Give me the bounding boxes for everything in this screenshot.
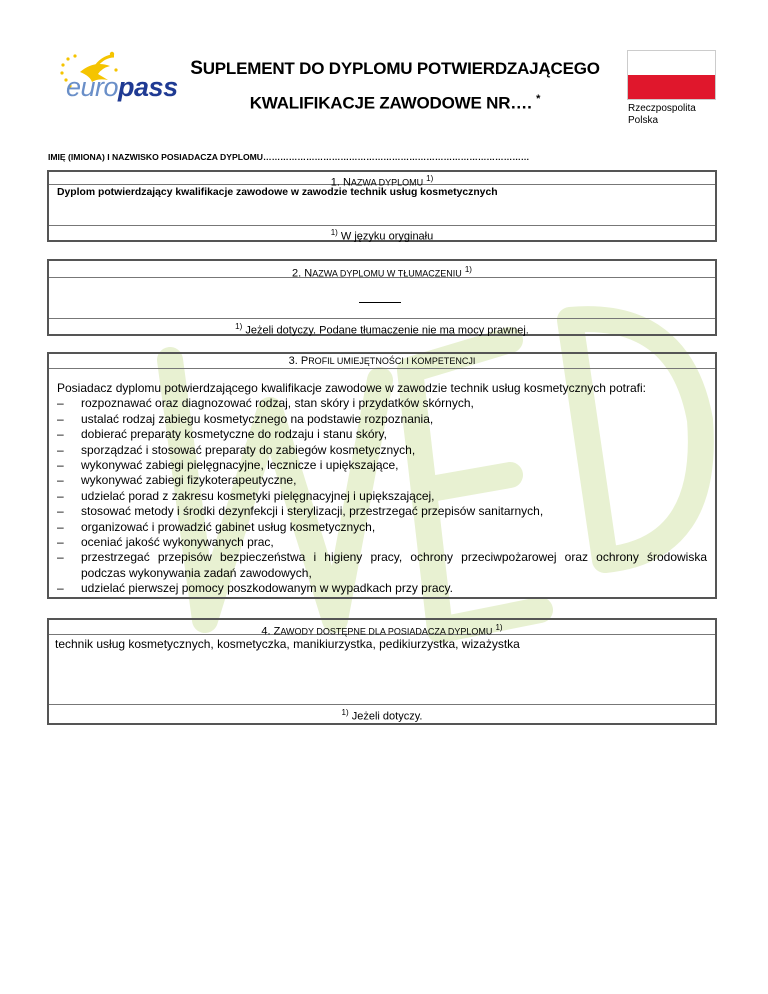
list-item: – stosować metody i środki dezynfekcji i sterylizacji, przestrzegać przepisów sanitarnych, bbox=[57, 504, 707, 519]
section4-footnote: $^{1)}$ Jeżeli dotyczy. bbox=[341, 708, 423, 723]
document-title bbox=[180, 54, 610, 119]
title-initial: S bbox=[190, 58, 203, 79]
list-item: – wykonywać zabiegi fizykoterapeutyczne, bbox=[57, 473, 707, 488]
skills-content bbox=[49, 369, 715, 597]
list-item: – organizować i prowadzić gabinet usług kosmetycznych, bbox=[57, 520, 707, 535]
flag-caption: Rzeczpospolita Polska bbox=[628, 103, 696, 126]
list-item: – dobierać preparaty kosmetyczne do rodzaju i stanu skóry, bbox=[57, 427, 707, 442]
list-item: – rozpoznawać oraz diagnozować rodzaj, stan skóry i przydatków skórnych, bbox=[57, 396, 707, 411]
section1-heading: 1. NAZWA DYPLOMU $^{1)}$ bbox=[49, 172, 715, 185]
section4-heading: 4. ZAWODY DOSTĘPNE DLA POSIADACZA DYPLOMU $^{1)}$ bbox=[49, 620, 715, 635]
list-item: – ustalać rodzaj zabiegu kosmetycznego na podstawie rozpoznania, bbox=[57, 412, 707, 427]
diploma-name-value: Dyplom potwierdzający kwalifikacje zawodowe w zawodzie technik usług kosmetycznych bbox=[49, 185, 715, 226]
list-item: – oceniać jakość wykonywanych prac, bbox=[57, 535, 707, 550]
list-item: – sporządzać i stosować preparaty do zabiegów kosmetycznych, bbox=[57, 443, 707, 458]
occupations-value: technik usług kosmetycznych, kosmetyczka, manikiurzystka, pedikiurzystka, wizażystka bbox=[49, 635, 715, 705]
holder-name-label: IMIĘ (IMIONA) I NAZWISKO POSIADACZA DYPLOMU………………………………………………………………………………… bbox=[48, 152, 530, 162]
list-item: – wykonywać zabiegi pielęgnacyjne, lecznicze i upiększające, bbox=[57, 458, 707, 473]
section-diploma-translation bbox=[47, 259, 717, 336]
skills-intro: Posiadacz dyplomu potwierdzającego kwalifikacje zawodowe w zawodzie technik usług kosmetycznych potrafi: bbox=[57, 381, 646, 395]
title-line1: UPLEMENT DO DYPLOMU POTWIERDZAJĄCEGO bbox=[202, 59, 600, 78]
list-item: – przestrzegać przepisów bezpieczeństwa i higieny pracy, ochrony przeciwpożarowej oraz ochrony środowiska podczas wykonywania zadań zawodowych, bbox=[57, 550, 707, 581]
section-diploma-name bbox=[47, 170, 717, 242]
title-line2: KWALIFIKACJE ZAWODOWE NR…. bbox=[249, 93, 532, 113]
empty-dash bbox=[359, 302, 401, 303]
section-skills-profile bbox=[47, 352, 717, 599]
section3-heading: 3. PROFIL UMIEJĘTNOŚCI I KOMPETENCJI bbox=[49, 354, 715, 369]
skills-list bbox=[57, 396, 707, 596]
logo-text-pass: pass bbox=[118, 72, 178, 102]
translation-value-empty bbox=[49, 278, 715, 319]
section-available-occupations bbox=[47, 618, 717, 725]
title-asterisk: * bbox=[536, 93, 541, 105]
section1-footnote: $^{1)}$ W języku oryginału bbox=[330, 228, 434, 243]
list-item: – udzielać pierwszej pomocy poszkodowanym w wypadkach przy pracy. bbox=[57, 581, 707, 596]
section2-footnote: $^{1)}$ Jeżeli dotyczy. Podane tłumaczenie nie ma mocy prawnej. bbox=[235, 322, 529, 337]
list-item: – udzielać porad z zakresu kosmetyki pielęgnacyjnej i upiększającej, bbox=[57, 489, 707, 504]
polish-flag bbox=[627, 50, 716, 100]
section2-heading: 2. NAZWA DYPLOMU W TŁUMACZENIU $^{1)}$ bbox=[49, 261, 715, 278]
europass-logo bbox=[52, 50, 178, 106]
logo-text-euro: euro bbox=[66, 72, 119, 102]
